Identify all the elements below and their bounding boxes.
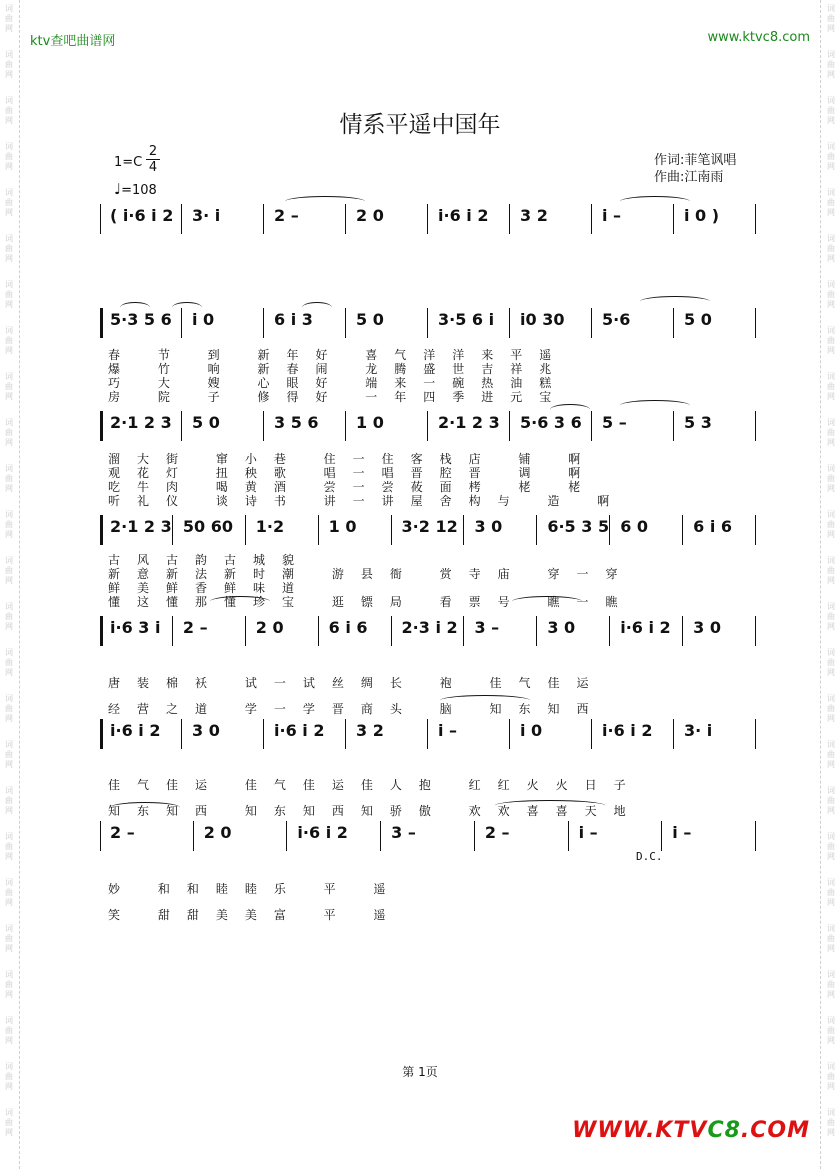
- lyric-line: 唐装棉袄 试一试丝绸长 袍 佳气佳运: [108, 676, 606, 690]
- measure-notes: i·6 i 2: [274, 721, 325, 740]
- barline: [345, 308, 346, 338]
- score-line-6: [100, 715, 756, 763]
- watermark-text: 词曲网: [827, 280, 835, 309]
- watermark-text: 词曲网: [5, 464, 13, 493]
- tempo-value: =108: [121, 183, 157, 198]
- measure-notes: 2·3 i 2: [401, 618, 458, 637]
- measure-notes: 3· i: [192, 206, 221, 225]
- watermark-text: 词曲网: [5, 556, 13, 585]
- lyric-line: 妙 和和睦睦乐 平 遥: [108, 882, 403, 896]
- barline: [100, 308, 103, 338]
- watermark-text: 词曲网: [5, 510, 13, 539]
- lyric-line: 房 院 子 修得好 一年四季进元宝: [108, 390, 569, 404]
- measure-notes: 1·2: [255, 517, 285, 536]
- lyrics-block-6: [108, 876, 740, 928]
- measure-notes: 2 0: [203, 823, 232, 842]
- watermark-text: 词曲网: [827, 786, 835, 815]
- lyric-line: 新意新法新时潮 游县衙 赏寺庙 穿一穿: [108, 567, 635, 581]
- lyrics-block-1: [108, 348, 740, 404]
- barline: [100, 616, 103, 646]
- lyricist-credit: 作词:菲笔讽唱: [654, 153, 737, 168]
- watermark-text: 词曲网: [827, 556, 835, 585]
- measure-notes: 50 60: [182, 517, 233, 536]
- watermark-text: 词曲网: [5, 142, 13, 171]
- barline: [100, 515, 103, 545]
- measure-notes: 3 0: [192, 721, 220, 740]
- tie-arc: [285, 196, 365, 207]
- measure-notes: 5 0: [192, 413, 220, 432]
- measure-notes: i·6 i 2: [620, 618, 671, 637]
- lyric-line: 溜大街 窜小巷 住一住客栈店 铺 啊: [108, 452, 598, 466]
- lyrics-block-5: [108, 772, 740, 824]
- lyric-line: 观花灯 扭秧歌 唱一唱晋腔晋 调 啊: [108, 466, 598, 480]
- watermark-text: 词曲网: [827, 924, 835, 953]
- lyric-line: 懂这懂那懂珍宝 逛镖局 看票号 瞧一瞧: [108, 595, 635, 609]
- measure-notes: 3 5 6: [274, 413, 319, 432]
- watermark-text: 词曲网: [827, 234, 835, 263]
- watermark-text: 词曲网: [5, 234, 13, 263]
- measure-notes: 6 0: [620, 517, 649, 536]
- lyric-line: 佳气佳运 佳气佳运佳人抱 红红火火日子: [108, 778, 643, 792]
- watermark-text: 词曲网: [827, 4, 835, 33]
- measure-notes: 3 2: [356, 721, 384, 740]
- measure-notes: i·6 i 2: [438, 206, 489, 225]
- measure-notes: i 0 ): [684, 206, 720, 225]
- barline: [673, 204, 674, 234]
- watermark-text: 词曲网: [5, 924, 13, 953]
- barline: [345, 719, 346, 749]
- slur-arc: [120, 302, 150, 313]
- time-sig-bottom: 4: [146, 159, 160, 175]
- barline: [682, 515, 683, 545]
- barline: [286, 821, 287, 851]
- barline: [591, 204, 592, 234]
- barline: [673, 411, 674, 441]
- watermark-text: 词曲网: [5, 326, 13, 355]
- right-cut-line: [820, 0, 821, 1169]
- composer-credit: 作曲:江南雨: [654, 170, 724, 185]
- lyric-line: 春 节 到 新年好 喜气洋洋来平遥: [108, 348, 569, 362]
- left-cut-line: [19, 0, 20, 1169]
- measure-notes: 5·6 3 6: [520, 413, 582, 432]
- measure-notes: 5 –: [602, 413, 627, 432]
- watermark-text: 词曲网: [827, 1016, 835, 1045]
- tempo-mark: [114, 180, 157, 198]
- barline: [755, 515, 756, 545]
- time-sig-top: 2: [148, 144, 158, 159]
- measure-notes: 3 0: [474, 517, 503, 536]
- watermark-text: 词曲网: [827, 50, 835, 79]
- barline: [380, 821, 381, 851]
- lyric-line: 古风古韵古城貌: [108, 553, 312, 567]
- watermark-text: 词曲网: [5, 280, 13, 309]
- watermark-text: 词曲网: [5, 1016, 13, 1045]
- barline: [568, 821, 569, 851]
- barline: [509, 719, 510, 749]
- barline: [263, 411, 264, 441]
- watermark-text: 词曲网: [5, 970, 13, 999]
- barline: [245, 515, 246, 545]
- watermark-text: 词曲网: [827, 510, 835, 539]
- measure-notes: 3 –: [474, 618, 500, 637]
- watermark-text: 词曲网: [5, 648, 13, 677]
- site-name-link[interactable]: ktv查吧曲谱网: [30, 34, 116, 49]
- watermark-text: 词曲网: [5, 50, 13, 79]
- barline: [172, 515, 173, 545]
- watermark-text: 词曲网: [827, 418, 835, 447]
- measure-notes: 5 0: [684, 310, 712, 329]
- watermark-text: 词曲网: [827, 326, 835, 355]
- watermark-text: 词曲网: [5, 602, 13, 631]
- measure-notes: 3·5 6 i: [438, 310, 495, 329]
- barline: [591, 411, 592, 441]
- barline: [181, 411, 182, 441]
- barline: [100, 821, 101, 851]
- watermark-text: 词曲网: [827, 1108, 835, 1137]
- slur-arc: [172, 302, 202, 313]
- score-line-5: [100, 612, 756, 660]
- barline: [263, 719, 264, 749]
- barline: [591, 308, 592, 338]
- barline: [591, 719, 592, 749]
- watermark-text: 词曲网: [5, 1108, 13, 1137]
- barline: [391, 515, 392, 545]
- key-signature: 1=C: [114, 155, 143, 170]
- measure-notes: 2 –: [110, 823, 135, 842]
- watermark-text: 词曲网: [5, 418, 13, 447]
- lyric-line: 鲜美鲜香鲜味道: [108, 581, 312, 595]
- lyric-line: 知东知西 知东知西知骄傲 欢欢喜喜天地: [108, 804, 643, 818]
- watermark-text: 词曲网: [827, 602, 835, 631]
- watermark-text: 词曲网: [827, 1062, 835, 1091]
- site-url-link[interactable]: www.ktvc8.com: [707, 30, 810, 45]
- barline: [263, 308, 264, 338]
- barline: [193, 821, 194, 851]
- measure-notes: i 0: [192, 310, 215, 329]
- logo-text-2: C8: [707, 1118, 741, 1143]
- measure-notes: 2 0: [255, 618, 284, 637]
- barline: [509, 308, 510, 338]
- barline: [755, 204, 756, 234]
- measure-notes: 6·5 3 5: [547, 517, 610, 536]
- barline: [181, 204, 182, 234]
- credits: [654, 152, 736, 186]
- measure-notes: 5·3 5 6: [110, 310, 172, 329]
- watermark-text: 词曲网: [5, 740, 13, 769]
- measure-notes: 6 i 3: [274, 310, 313, 329]
- measure-notes: 5 3: [684, 413, 712, 432]
- watermark-text: 词曲网: [5, 832, 13, 861]
- measure-notes: 3 0: [547, 618, 576, 637]
- measure-notes: 6 i 6: [328, 618, 368, 637]
- barline: [755, 821, 756, 851]
- measure-notes: 3 0: [693, 618, 721, 637]
- barline: [100, 411, 103, 441]
- lyrics-block-4: [108, 670, 740, 722]
- barline: [181, 719, 182, 749]
- lyric-line: 巧 大 嫂 心眼好 端来一碗热油糕: [108, 376, 569, 390]
- measure-notes: 2 0: [356, 206, 384, 225]
- watermark-text: 词曲网: [827, 832, 835, 861]
- barline: [463, 515, 464, 545]
- logo-text-1: WWW.KTV: [572, 1118, 708, 1143]
- barline: [661, 821, 662, 851]
- lyric-line: 笑 甜甜美美富 平 遥: [108, 908, 403, 922]
- measure-notes: 2 –: [484, 823, 510, 842]
- barline: [509, 204, 510, 234]
- watermark-text: 词曲网: [5, 878, 13, 907]
- measure-notes: i –: [578, 823, 598, 842]
- measure-notes: 2·1 2 3: [110, 517, 172, 536]
- measure-notes: 2·1 2 3: [110, 413, 172, 432]
- lyric-line: 听礼仪 谈诗书 讲一讲屋舍构与 造 啊: [108, 494, 627, 508]
- measure-notes: i 0: [520, 721, 543, 740]
- measure-notes: i·6 i 2: [297, 823, 348, 842]
- da-capo-mark: D.C.: [636, 850, 663, 863]
- watermark-text: 词曲网: [827, 464, 835, 493]
- slur-arc: [640, 296, 710, 307]
- barline: [172, 616, 173, 646]
- left-watermark-strip: [0, 0, 18, 1169]
- barline: [427, 411, 428, 441]
- tie-arc: [620, 196, 690, 207]
- slur-arc: [550, 404, 590, 415]
- measure-notes: i –: [438, 721, 458, 740]
- barline: [609, 616, 610, 646]
- lyric-line: 吃牛肉 喝黄酒 尝一尝莜面栲 栳 栳: [108, 480, 598, 494]
- measure-notes: i –: [672, 823, 692, 842]
- barline: [345, 204, 346, 234]
- barline: [463, 616, 464, 646]
- watermark-text: 词曲网: [827, 96, 835, 125]
- watermark-text: 词曲网: [827, 142, 835, 171]
- watermark-text: 词曲网: [827, 648, 835, 677]
- score-line-4: [100, 511, 756, 559]
- lyrics-block-2: [108, 452, 740, 508]
- barline: [245, 616, 246, 646]
- watermark-text: 词曲网: [5, 188, 13, 217]
- measure-notes: 5 0: [356, 310, 384, 329]
- barline: [536, 616, 537, 646]
- barline: [673, 719, 674, 749]
- watermark-text: 词曲网: [827, 970, 835, 999]
- measure-notes: 2·1 2 3: [438, 413, 500, 432]
- barline: [427, 308, 428, 338]
- barline: [609, 515, 610, 545]
- measure-notes: i·6 i 2: [110, 721, 161, 740]
- barline: [427, 719, 428, 749]
- watermark-text: 词曲网: [5, 96, 13, 125]
- score-line-3: [100, 407, 756, 455]
- measure-notes: i·6 3 i: [110, 618, 161, 637]
- barline: [755, 616, 756, 646]
- barline: [391, 616, 392, 646]
- barline: [474, 821, 475, 851]
- barline: [263, 204, 264, 234]
- barline: [755, 308, 756, 338]
- watermark-text: 词曲网: [5, 694, 13, 723]
- measure-notes: 6 i 6: [693, 517, 732, 536]
- logo-text-3: .COM: [740, 1118, 810, 1143]
- measure-notes: 3 2: [520, 206, 548, 225]
- measure-notes: ( i·6 i 2: [110, 206, 174, 225]
- site-logo[interactable]: [572, 1118, 810, 1143]
- lyric-line: 爆 竹 响 新春闹 龙腾盛世吉祥兆: [108, 362, 569, 376]
- measure-notes: 3 –: [391, 823, 416, 842]
- time-signature: [146, 144, 160, 175]
- watermark-text: 词曲网: [827, 188, 835, 217]
- score-line-1: [100, 200, 756, 248]
- measure-notes: i0 30: [520, 310, 565, 329]
- watermark-text: 词曲网: [5, 1062, 13, 1091]
- barline: [755, 411, 756, 441]
- measure-notes: 1 0: [356, 413, 384, 432]
- barline: [536, 515, 537, 545]
- measure-notes: 3· i: [684, 721, 713, 740]
- watermark-text: 词曲网: [5, 372, 13, 401]
- barline: [318, 616, 319, 646]
- watermark-text: 词曲网: [827, 878, 835, 907]
- watermark-text: 词曲网: [5, 786, 13, 815]
- barline: [673, 308, 674, 338]
- measure-notes: 2 –: [274, 206, 299, 225]
- watermark-text: 词曲网: [5, 4, 13, 33]
- barline: [345, 411, 346, 441]
- measure-notes: i –: [602, 206, 622, 225]
- watermark-text: 词曲网: [827, 372, 835, 401]
- page-number: 第 1页: [402, 1065, 438, 1079]
- quarter-note-icon: ♩: [114, 180, 122, 198]
- measure-notes: 5·6: [602, 310, 631, 329]
- measure-notes: 3·2 12: [401, 517, 458, 536]
- barline: [509, 411, 510, 441]
- watermark-text: 词曲网: [827, 694, 835, 723]
- barline: [755, 719, 756, 749]
- barline: [427, 204, 428, 234]
- right-watermark-strip: [822, 0, 840, 1169]
- slur-arc: [302, 302, 332, 313]
- barline: [682, 616, 683, 646]
- measure-notes: 1 0: [328, 517, 357, 536]
- lyric-line: 经营之道 学一学晋商头 脑 知东知西: [108, 702, 606, 716]
- measure-notes: 2 –: [182, 618, 208, 637]
- barline: [100, 204, 101, 234]
- watermark-text: 词曲网: [827, 740, 835, 769]
- measure-notes: i·6 i 2: [602, 721, 653, 740]
- lyrics-block-3: [108, 553, 740, 609]
- barline: [100, 719, 103, 749]
- barline: [318, 515, 319, 545]
- song-title: 情系平遥中国年: [339, 112, 501, 138]
